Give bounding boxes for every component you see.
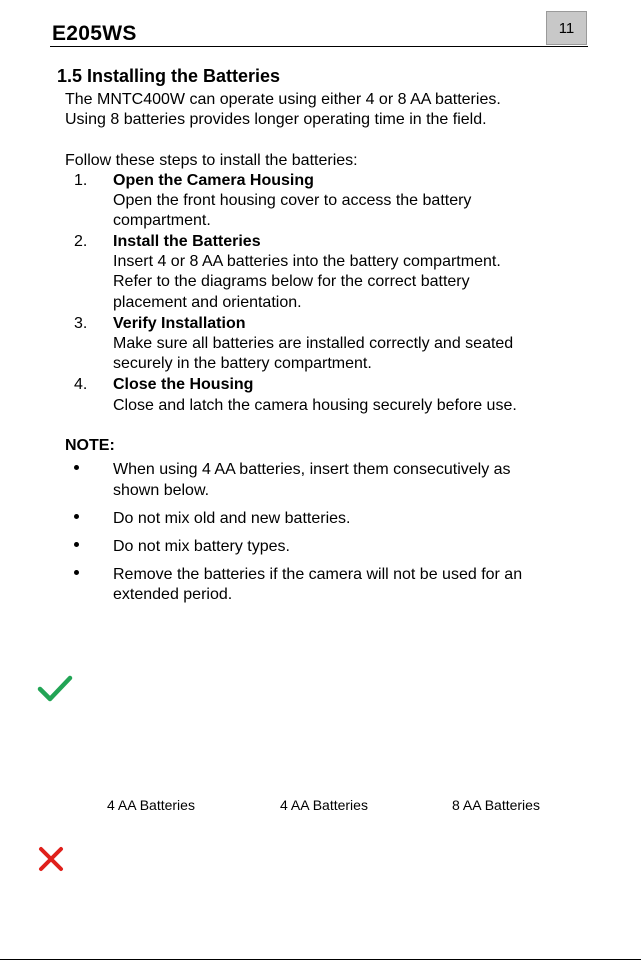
step-text: Refer to the diagrams below for the correct battery (113, 273, 470, 290)
battery-caption: 4 AA Batteries (107, 797, 195, 813)
step-title: Install the Batteries (113, 233, 261, 250)
step-text: compartment. (113, 212, 211, 229)
checkmark-icon (37, 674, 73, 704)
cross-icon (37, 845, 65, 873)
step-number: 2. (74, 233, 88, 250)
step-text: placement and orientation. (113, 294, 302, 311)
header-divider (50, 46, 588, 47)
step-text: Make sure all batteries are installed correctly and seated (113, 335, 514, 352)
note-text: When using 4 AA batteries, insert them consecutively as (113, 461, 511, 478)
page-bottom-rule (0, 959, 641, 960)
note-text: Do not mix old and new batteries. (113, 510, 351, 527)
step-title: Verify Installation (113, 315, 246, 332)
document-title: E205WS (52, 22, 137, 45)
intro-line: Using 8 batteries provides longer operating time in the field. (65, 111, 487, 128)
step-number: 3. (74, 315, 88, 332)
step-title: Open the Camera Housing (113, 172, 314, 189)
note-text: Do not mix battery types. (113, 538, 290, 555)
step-title: Close the Housing (113, 376, 254, 393)
note-text: extended period. (113, 586, 233, 603)
note-text: Remove the batteries if the camera will not be used for an (113, 566, 523, 583)
step-number: 1. (74, 172, 88, 189)
step-number: 4. (74, 376, 88, 393)
steps-intro: Follow these steps to install the batteries: (65, 152, 358, 169)
bullet-icon (74, 465, 79, 470)
step-text: Insert 4 or 8 AA batteries into the battery compartment. (113, 253, 501, 270)
page-number-badge: 11 (546, 11, 587, 45)
bullet-icon (74, 570, 79, 575)
bullet-icon (74, 542, 79, 547)
intro-line: The MNTC400W can operate using either 4 or 8 AA batteries. (65, 91, 501, 108)
step-text: securely in the battery compartment. (113, 355, 372, 372)
step-text: Close and latch the camera housing securely before use. (113, 397, 517, 414)
step-text: Open the front housing cover to access the battery (113, 192, 472, 209)
battery-caption: 8 AA Batteries (452, 797, 540, 813)
bullet-icon (74, 514, 79, 519)
note-label: NOTE: (65, 437, 115, 454)
battery-caption: 4 AA Batteries (280, 797, 368, 813)
section-heading: 1.5 Installing the Batteries (57, 66, 281, 86)
note-text: shown below. (113, 482, 210, 499)
